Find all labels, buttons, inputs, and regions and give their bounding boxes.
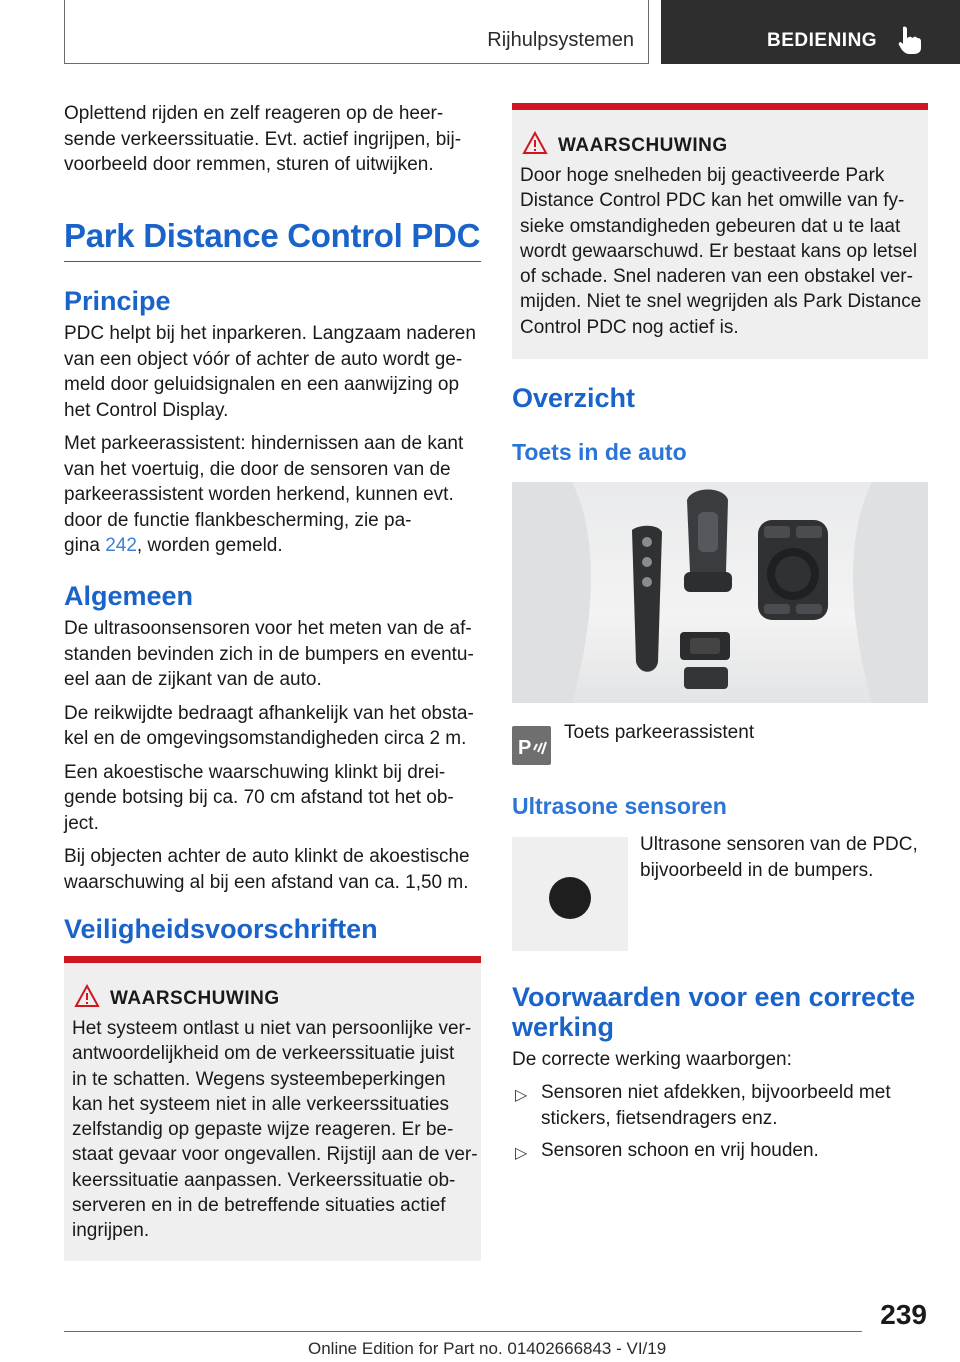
- sensor-dot: [549, 877, 591, 919]
- algemeen-paragraph-2: De reikwijdte bedraagt afhankelijk van het obsta- kel en de omgevingsomstandigheden circa 2 m.: [64, 702, 474, 749]
- warning-box-speed: [512, 103, 928, 359]
- sensoren-text: Ultrasone sensoren van de PDC, bijvoorbeeld in de bumpers.: [640, 834, 918, 881]
- running-header-chapter: BEDIENING: [767, 30, 878, 51]
- overzicht-section: [512, 383, 932, 414]
- principe-paragraph-2: [64, 431, 484, 559]
- warning-triangle-icon: [74, 984, 100, 1008]
- principe-paragraph-2-text: Met parkeerassistent: hindernissen aan de kant van het voertuig, die door de sensoren van de parkeerassistent worden herkend, kunnen evt. door de functie flankbescherming, zie pa- gina: [64, 433, 464, 556]
- principe-section: [64, 286, 484, 567]
- page-number: 239: [880, 1299, 927, 1330]
- algemeen-heading: Algemeen: [64, 581, 194, 611]
- header-chapter-tab: [661, 0, 960, 64]
- principe-paragraph-1: PDC helpt bij het inparkeren. Langzaam naderen van een object vóór of achter de auto wordt ge- meld door geluidsignalen en een aanwijzing op het Control Display.: [64, 323, 476, 421]
- toets-heading: Toets in de auto: [512, 439, 687, 465]
- page-title-underline: [64, 217, 481, 262]
- voorwaarden-intro: De correcte werking waarborgen:: [512, 1049, 792, 1070]
- footer-divider: [64, 1331, 862, 1332]
- list-item: Sensoren schoon en vrij houden.: [541, 1140, 819, 1161]
- title-block: [64, 217, 481, 262]
- voorwaarden-heading: Voorwaarden voor een correcte werking: [512, 982, 916, 1042]
- warning-triangle-icon: [522, 131, 548, 155]
- header-section-box: [64, 0, 649, 64]
- park-assist-icon: [512, 726, 551, 765]
- triangle-bullet-icon: ▷: [515, 1145, 528, 1162]
- page-reference-link[interactable]: 242: [105, 535, 137, 556]
- intro-text: Oplettend rijden en zelf reageren op de heer- sende verkeerssituatie. Evt. actief ingrijpen, bij- voorbeeld door remmen, sturen of uitwijken.: [64, 103, 462, 175]
- voorwaarden-section: [512, 982, 932, 1042]
- warning-text: Het systeem ontlast u niet van persoonlijke ver- antwoordelijkheid om de verkeerssituatie juist in te schatten. Wegens systeembeperkingen kan het systeem niet in alle verkeerssituaties zelfstandig op gepaste wijze reageren. Er be- staat gevaar voor ongevallen. Rijstijl aan de ver- keerssituatie aanpassen. Verkeerssituatie ob- serveren en in de betreffende situaties actief ingrijpen.: [72, 1018, 478, 1242]
- warning-text: Door hoge snelheden bij geactiveerde Park Distance Control PDC kan het omwille van fy- sieke omstandigheden gebeuren dat u te laat wordt gewaarschuwd. Er bestaat kans op letsel of schade. Snel naderen van een obstakel ver- mijden. Niet te snel wegrijden als Park Distance Control PDC nog actief is.: [520, 165, 922, 338]
- sensor-image: [512, 837, 628, 951]
- warning-box-safety: [64, 956, 481, 1261]
- svg-text:P: P: [518, 737, 532, 759]
- principe-paragraph-2-end: , worden gemeld.: [136, 535, 283, 556]
- warning-title: WAARSCHUWING: [110, 988, 280, 1009]
- veiligheid-section: [64, 914, 484, 945]
- algemeen-section: [64, 581, 484, 903]
- park-assist-button: [512, 726, 551, 765]
- car-console-photo: [512, 482, 928, 703]
- page-title: Park Distance Control PDC: [64, 217, 481, 254]
- veiligheid-heading: Veiligheidsvoorschriften: [64, 914, 378, 944]
- toets-caption: Toets parkeerassistent: [564, 722, 755, 743]
- footer-edition: Online Edition for Part no. 01402666843 - VI/19: [308, 1339, 667, 1358]
- pointing-hand-icon: [897, 25, 923, 55]
- toets-section: [512, 439, 932, 466]
- sensoren-heading: Ultrasone sensoren: [512, 793, 727, 819]
- left-column: [64, 101, 484, 178]
- overzicht-heading: Overzicht: [512, 383, 636, 413]
- list-item: Sensoren niet afdekken, bijvoorbeeld met stickers, fietsendragers enz.: [541, 1082, 891, 1129]
- console-illustration: [512, 482, 928, 703]
- principe-heading: Principe: [64, 286, 171, 316]
- algemeen-paragraph-4: Bij objecten achter de auto klinkt de akoestische waarschuwing al bij een afstand van ca. 1,50 m.: [64, 846, 470, 893]
- sensoren-section: [512, 793, 932, 820]
- algemeen-paragraph-1: De ultrasoonsensoren voor het meten van de af- standen bevinden zich in de bumpers en eventu- eel aan de zijkant van de auto.: [64, 618, 474, 690]
- running-header-section: Rijhulpsystemen: [487, 29, 634, 51]
- warning-title: WAARSCHUWING: [558, 135, 728, 156]
- triangle-bullet-icon: ▷: [515, 1087, 528, 1104]
- algemeen-paragraph-3: Een akoestische waarschuwing klinkt bij drei- gende botsing bij ca. 70 cm afstand tot het ob- ject.: [64, 761, 454, 834]
